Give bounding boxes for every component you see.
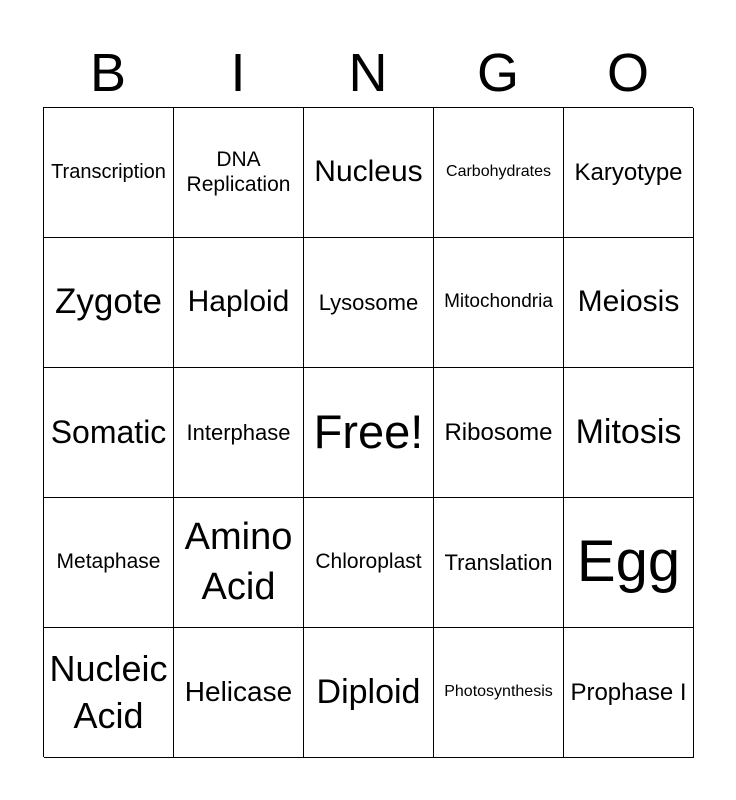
bingo-cell[interactable]: Haploid xyxy=(174,238,304,368)
bingo-cell[interactable]: Photosynthesis xyxy=(434,628,564,758)
bingo-cell[interactable]: Meiosis xyxy=(564,238,694,368)
bingo-cell[interactable]: Nucleic Acid xyxy=(44,628,174,758)
bingo-cell[interactable]: Helicase xyxy=(174,628,304,758)
header-letter-o: O xyxy=(606,43,649,103)
bingo-cell[interactable]: DNA Replication xyxy=(174,108,304,238)
bingo-cell[interactable]: Mitochondria xyxy=(434,238,564,368)
bingo-header xyxy=(43,40,693,106)
bingo-cell[interactable]: Egg xyxy=(564,498,694,628)
bingo-cell[interactable]: Lysosome xyxy=(304,238,434,368)
bingo-cell[interactable]: Metaphase xyxy=(44,498,174,628)
bingo-cell[interactable]: Somatic xyxy=(44,368,174,498)
bingo-cell[interactable]: Zygote xyxy=(44,238,174,368)
header-letter-n: N xyxy=(348,43,388,103)
header-letter-b: B xyxy=(89,43,127,103)
bingo-cell[interactable]: Interphase xyxy=(174,368,304,498)
bingo-cell[interactable]: Carbohydrates xyxy=(434,108,564,238)
bingo-cell[interactable]: Transcription xyxy=(44,108,174,238)
bingo-cell[interactable]: Karyotype xyxy=(564,108,694,238)
bingo-cell[interactable]: Prophase I xyxy=(564,628,694,758)
bingo-cell[interactable]: Translation xyxy=(434,498,564,628)
bingo-cell[interactable]: Diploid xyxy=(304,628,434,758)
bingo-cell[interactable]: Ribosome xyxy=(434,368,564,498)
free-space-cell[interactable]: Free! xyxy=(304,368,434,498)
bingo-cell[interactable]: Amino Acid xyxy=(174,498,304,628)
header-letter-g: G xyxy=(476,43,519,103)
header-letter-i: I xyxy=(230,43,246,103)
bingo-cell[interactable]: Mitosis xyxy=(564,368,694,498)
bingo-cell[interactable]: Chloroplast xyxy=(304,498,434,628)
bingo-cell[interactable]: Nucleus xyxy=(304,108,434,238)
bingo-board xyxy=(43,107,693,757)
